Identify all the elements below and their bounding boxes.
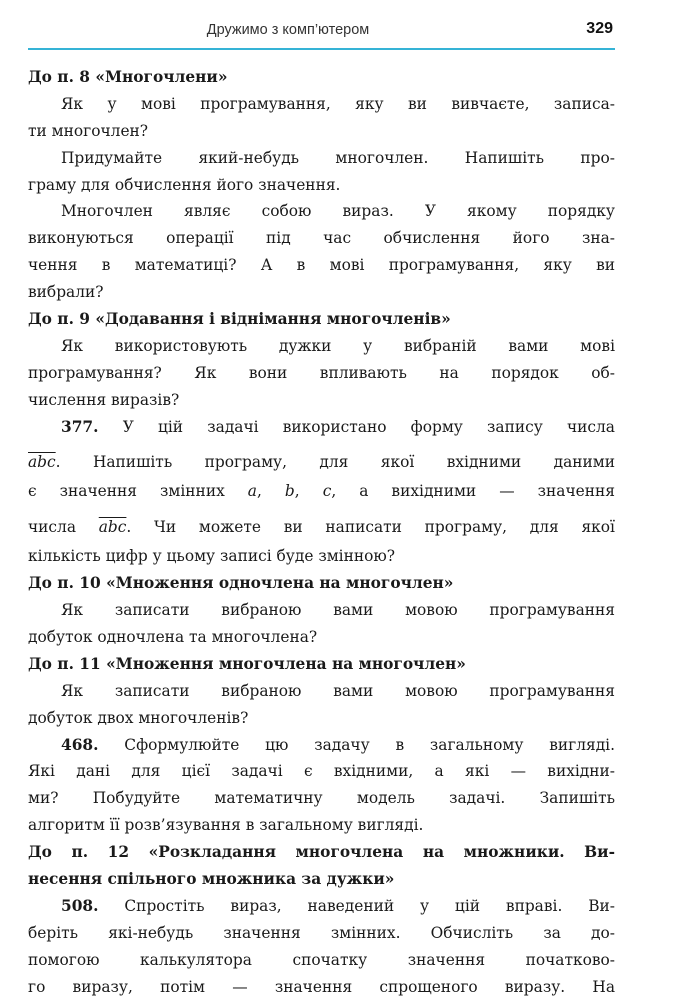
section-heading-12: До п. 12 «Розкладання многочлена на множники. Ви- [28,843,615,862]
exercise-468-line: ми? Побудуйте математичну модель задачі. Запишіть [28,789,615,808]
page-content [28,64,615,1001]
exercise-508-line: помогою калькулятора спочатку значення початково- [28,950,615,969]
paragraph-line: програмування? Як вони впливають на порядок об- [28,363,615,382]
exercise-508-line [28,893,615,920]
section-heading-9: До п. 9 «Додавання і віднімання многочленів» [28,310,451,329]
header-title: Дружимо з комп’ютером [206,22,370,38]
paragraph-line: Як записати вибраною вами мовою програмування [61,601,615,620]
exercise-508-line: беріть які-небудь значення змінних. Обчисліть за до- [28,923,615,942]
paragraph-line: Як записати вибраною вами мовою програмування [61,681,615,700]
exercise-text: Спростіть вираз, наведений у цій вправі. Ви- [124,896,615,915]
exercise-377-line [28,505,615,543]
exercise-text: . Напишіть програму, для якої вхідними даними [55,453,615,472]
overline-number: $\overline{abc}$ [28,453,56,472]
variable: b [284,482,295,501]
exercise-text: У цій задачі використано форму запису числа [122,417,615,436]
exercise-377-line: кількість цифр у цьому записі буде змінною? [28,547,396,566]
exercise-468-line: алгоритм її розв’язування в загальному вигляді. [28,816,424,835]
paragraph-line: Придумайте який-небудь многочлен. Напишіть про- [61,148,615,167]
exercise-508-line: го виразу, потім — значення спрощеного виразу. На [28,977,615,996]
variable: c [322,482,332,501]
exercise-number: 377. [61,417,99,436]
paragraph-line: добуток одночлена та многочлена? [28,628,318,647]
exercise-text: , а вихідними — значення [331,482,615,501]
exercise-text: . Чи можете ви написати програму, для якої [126,518,615,537]
exercise-468-line: Які дані для цієї задачі є вхідними, а які — вихідни- [28,762,615,781]
exercise-377-line [28,440,615,478]
exercise-text: є значення змінних [28,482,225,501]
exercise-number: 508. [61,896,99,915]
exercise-377-line: є значення змінних a, b, c, а вихідними — значення [28,482,615,501]
paragraph-line: граму для обчислення його значення. [28,175,341,194]
exercise-number: 468. [61,735,99,754]
paragraph-line: добуток двох многочленів? [28,708,249,727]
variable: a [247,482,257,501]
exercise-468-line [28,732,615,759]
paragraph-line: чення в математиці? А в мові програмування, яку ви [28,256,615,275]
header-rule [28,48,615,50]
section-heading-8: До п. 8 «Многочлени» [28,68,228,86]
exercise-text: числа [28,518,77,537]
exercise-377-line [28,414,615,441]
paragraph-line: вибрали? [28,283,104,302]
running-header [28,18,615,46]
paragraph-line: Як використовують дужки у вибраній вами мові [61,336,615,355]
paragraph-line: Многочлен являє собою вираз. У якому порядку [61,202,615,221]
exercise-text: Сформулюйте цю задачу в загальному вигляді. [124,735,615,754]
overline-number: $\overline{abc}$ [98,518,127,537]
paragraph-line: числення виразів? [28,390,180,409]
section-heading-10: До п. 10 «Множення одночлена на многочлен» [28,574,454,593]
section-heading-12-cont: несення спільного множника за дужки» [28,870,395,889]
page-number: 329 [586,20,613,37]
paragraph-line: Як у мові програмування, яку ви вивчаєте, записа- [61,94,615,113]
section-heading-11: До п. 11 «Множення многочлена на многочлен» [28,654,466,673]
paragraph-line: виконуються операції під час обчислення його зна- [28,229,615,248]
paragraph-line: ти многочлен? [28,121,149,140]
